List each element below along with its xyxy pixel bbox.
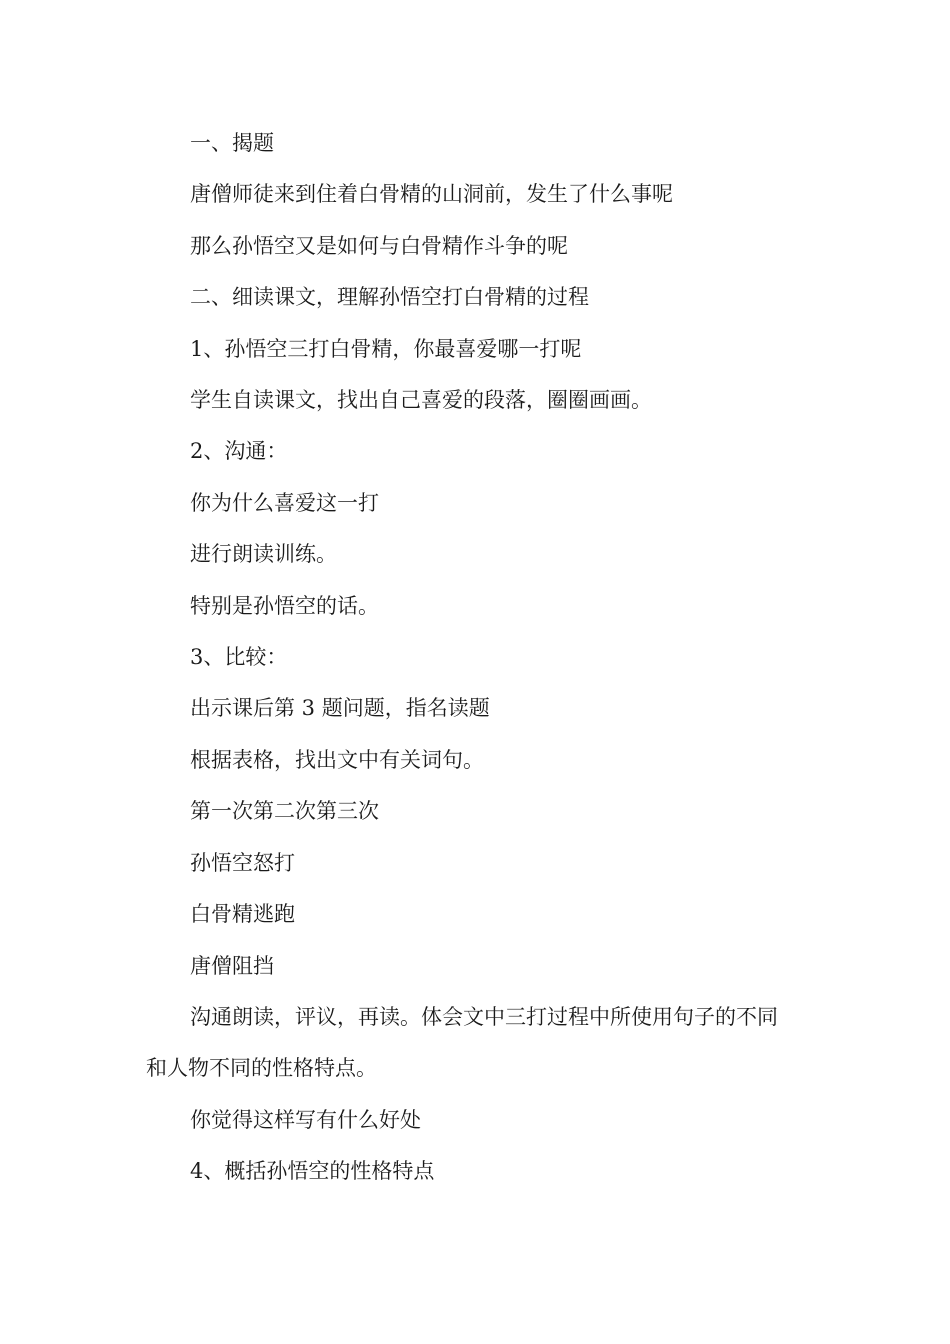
- paragraph: 进行朗读训练。: [190, 542, 337, 567]
- paragraph: 第一次第二次第三次: [190, 799, 379, 824]
- document-page: [146, 118, 796, 1198]
- paragraph: 1、孙悟空三打白骨精，你最喜爱哪一打呢: [190, 336, 582, 361]
- paragraph: 学生自读课文，找出自己喜爱的段落，圈圈画画。: [190, 388, 652, 413]
- paragraph: 你觉得这样写有什么好处: [190, 1107, 421, 1132]
- paragraph: 3、比较：: [190, 645, 288, 670]
- paragraph: 孙悟空怒打: [190, 850, 295, 875]
- paragraph: 唐僧师徒来到住着白骨精的山洞前，发生了什么事呢: [190, 182, 673, 207]
- paragraph: 沟通朗读，评议，再读。体会文中三打过程中所使用句子的不同和人物不同的性格特点。: [146, 1004, 778, 1081]
- paragraph: 根据表格，找出文中有关词句。: [190, 747, 484, 772]
- heading-reveal-topic: 一、揭题: [190, 131, 274, 155]
- paragraph: 你为什么喜爱这一打: [190, 490, 379, 515]
- paragraph: 2、沟通：: [190, 439, 288, 464]
- paragraph: 唐僧阻挡: [190, 953, 274, 978]
- paragraph: 出示课后第 3 题问题，指名读题: [190, 696, 490, 721]
- paragraph: 那么孙悟空又是如何与白骨精作斗争的呢: [190, 233, 568, 258]
- paragraph: 4、概括孙悟空的性格特点: [190, 1159, 435, 1184]
- paragraph: 白骨精逃跑: [190, 902, 295, 927]
- paragraph: 特别是孙悟空的话。: [190, 593, 379, 618]
- heading-close-reading: 二、细读课文，理解孙悟空打白骨精的过程: [190, 285, 589, 310]
